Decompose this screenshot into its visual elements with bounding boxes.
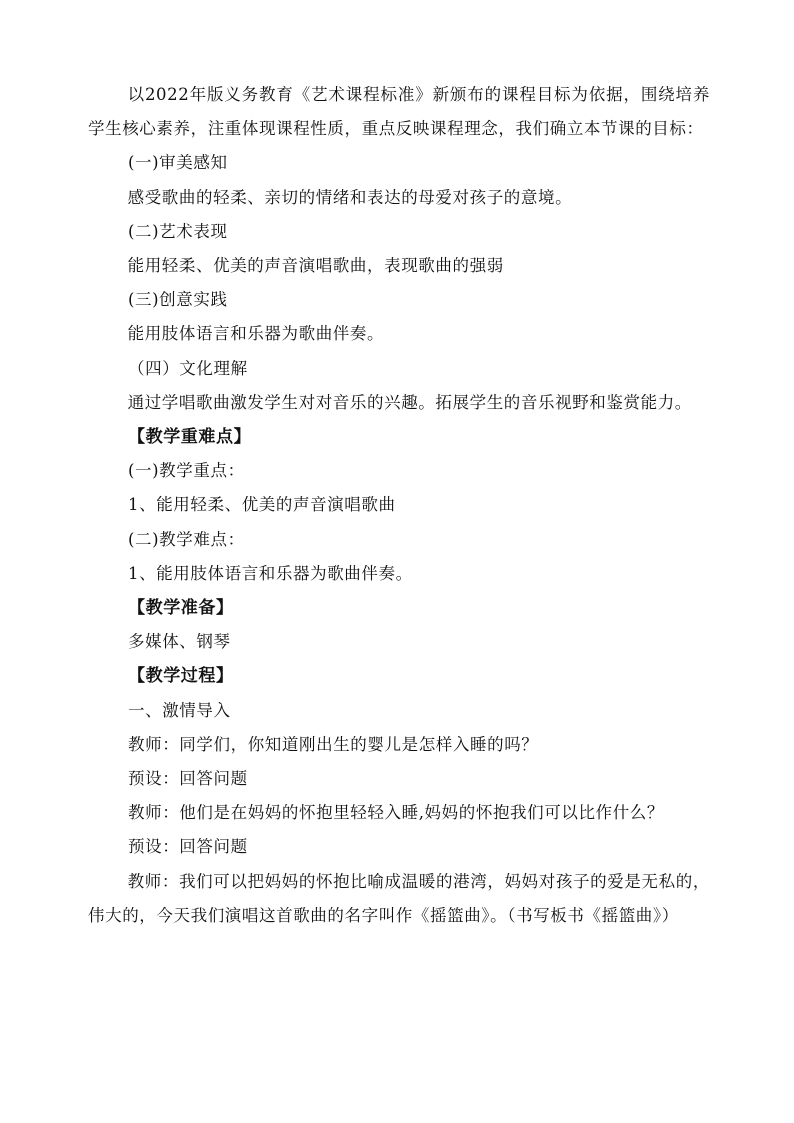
goal-heading-culture: （四）文化理解: [128, 358, 248, 378]
goal-text-expression: 能用轻柔、优美的声音演唱歌曲，表现歌曲的强弱: [127, 256, 504, 276]
dialog-line: 预设：回答问题: [128, 837, 248, 857]
focus-item: 1、能用轻柔、优美的声音演唱歌曲: [128, 495, 396, 515]
intro-paragraph: 以2022年版义务教育《艺术课程标准》新颁布的课程目标为依据，围绕培养学生核心素养，注重体现课程性质，重点反映课程理念，我们确立本节课的目标：: [88, 85, 710, 139]
goal-text-culture: 通过学唱歌曲激发学生对对音乐的兴趣。拓展学生的音乐视野和鉴赏能力。: [127, 392, 692, 412]
document-body: [88, 78, 710, 933]
dialog-line: 预设：回答问题: [128, 769, 248, 789]
difficulty-heading: (二)教学难点：: [128, 529, 245, 549]
dialog-line: 教师：他们是在妈妈的怀抱里轻轻入睡,妈妈的怀抱我们可以比作什么？: [128, 803, 664, 823]
focus-heading: (一)教学重点：: [128, 461, 245, 481]
dialog-line: 教师：同学们，你知道刚出生的婴儿是怎样入睡的吗？: [128, 734, 539, 754]
process-title: 【教学过程】: [128, 666, 234, 687]
process-step-1: 一、激情导入: [128, 700, 231, 720]
preparation-text: 多媒体、钢琴: [128, 632, 231, 652]
key-points-title: 【教学重难点】: [128, 427, 252, 448]
preparation-title: 【教学准备】: [128, 598, 234, 619]
goal-heading-practice: (三)创意实践: [128, 290, 228, 310]
difficulty-item: 1、能用肢体语言和乐器为歌曲伴奏。: [128, 563, 413, 583]
goal-text-aesthetic: 感受歌曲的轻柔、亲切的情绪和表达的母爱对孩子的意境。: [127, 187, 573, 207]
dialog-line: 教师：我们可以把妈妈的怀抱比喻成温暖的港湾，妈妈对孩子的爱是无私的，伟大的，今天我们演唱这首歌曲的名字叫作《摇篮曲》。（书写板书《摇篮曲》）: [88, 871, 710, 925]
goal-heading-expression: (二)艺术表现: [128, 221, 228, 241]
goal-heading-aesthetic: (一)审美感知: [128, 153, 228, 173]
goal-text-practice: 能用肢体语言和乐器为歌曲伴奏。: [127, 324, 385, 344]
